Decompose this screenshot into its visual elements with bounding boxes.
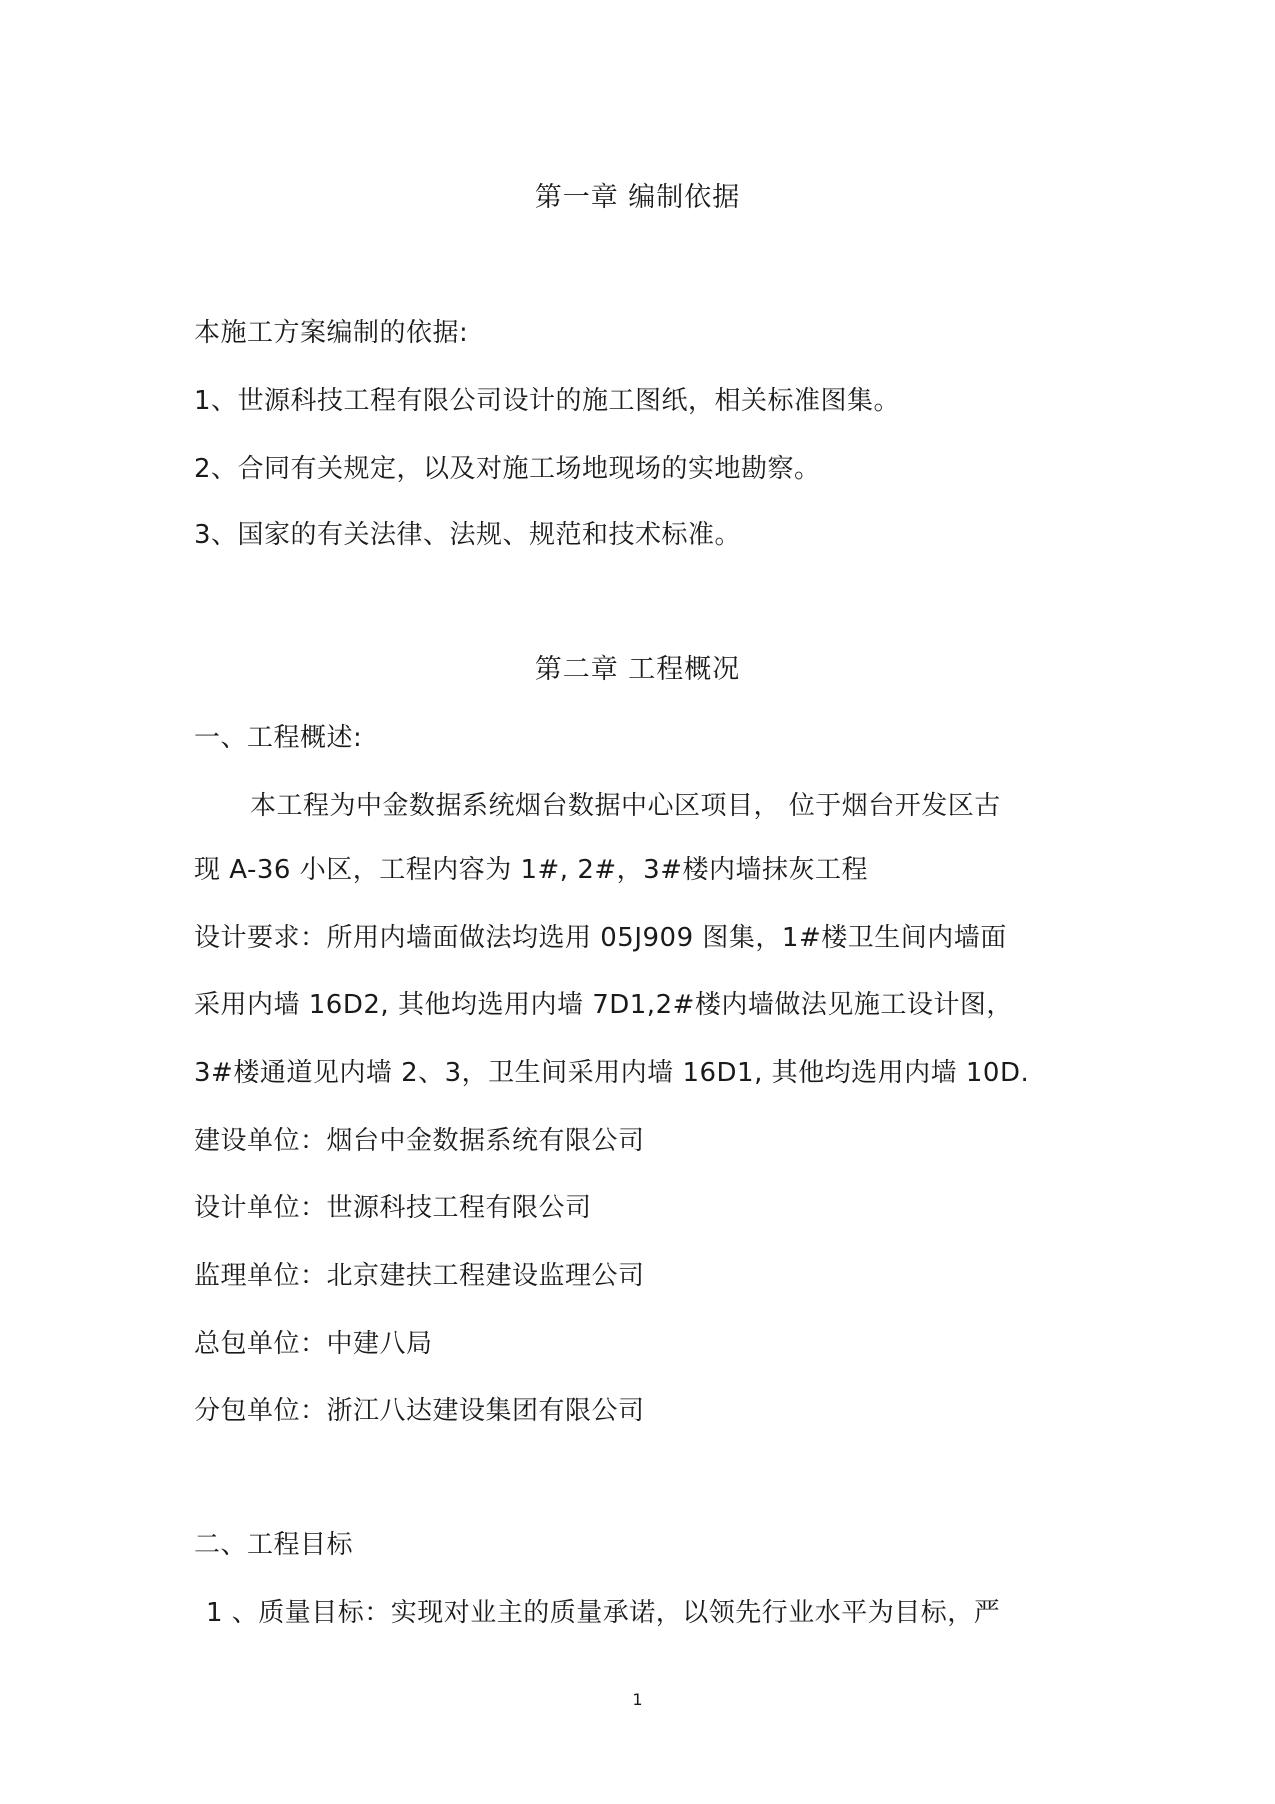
unit-general-contractor: 总包单位：中建八局 [194,1329,433,1359]
overview-line-2: 现 A-36 小区，工程内容为 1#, 2#，3#楼内墙抹灰工程 [194,855,868,885]
unit-construction: 建设单位：烟台中金数据系统有限公司 [194,1126,645,1156]
chapter-1-item-1: 1、世源科技工程有限公司设计的施工图纸，相关标准图集。 [194,386,901,416]
unit-design: 设计单位：世源科技工程有限公司 [194,1193,592,1223]
unit-subcontractor: 分包单位：浙江八达建设集团有限公司 [194,1396,645,1426]
chapter-1-title: 第一章 编制依据 [534,182,741,213]
section-1-heading: 一、工程概述: [194,723,363,753]
overview-line-5: 3#楼通道见内墙 2、3，卫生间采用内墙 16D1, 其他均选用内墙 10D. [194,1058,1030,1088]
chapter-1-item-3: 3、国家的有关法律、法规、规范和技术标准。 [194,520,742,550]
page-number: 1 [632,1690,643,1709]
chapter-1-item-2: 2、合同有关规定，以及对施工场地现场的实地勘察。 [194,454,821,484]
unit-supervision: 监理单位：北京建扶工程建设监理公司 [194,1261,645,1291]
overview-line-3: 设计要求：所用内墙面做法均选用 05J909 图集，1#楼卫生间内墙面 [194,923,1007,953]
section-2-heading: 二、工程目标 [194,1530,354,1560]
chapter-2-title: 第二章 工程概况 [534,654,741,685]
chapter-1-intro: 本施工方案编制的依据: [194,318,469,348]
quality-target: 1 、质量目标：实现对业主的质量承诺，以领先行业水平为目标，严 [206,1598,1001,1628]
overview-line-1: 本工程为中金数据系统烟台数据中心区项目， 位于烟台开发区古 [250,791,1001,821]
overview-line-4: 采用内墙 16D2, 其他均选用内墙 7D1,2#楼内墙做法见施工设计图， [194,990,1013,1020]
